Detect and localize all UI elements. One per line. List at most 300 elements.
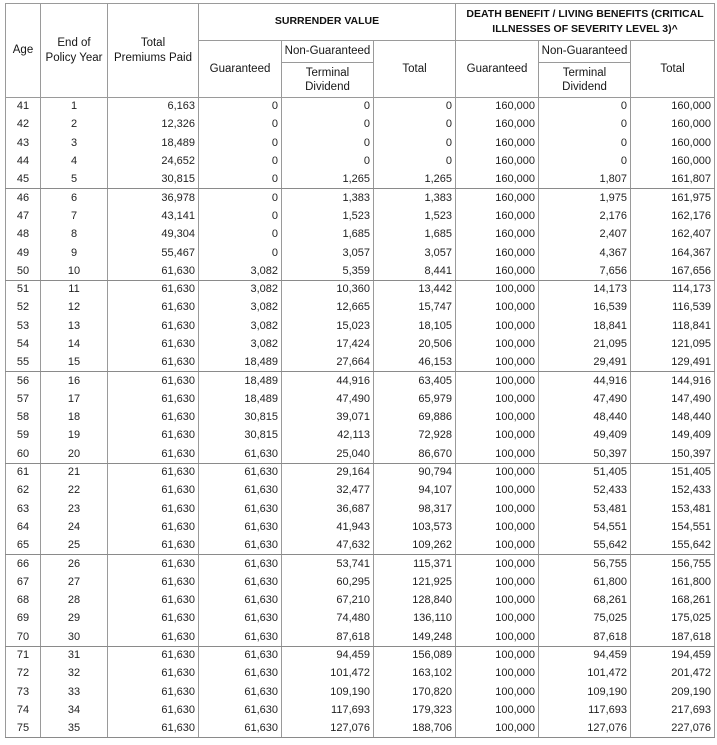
cell-surrender-guaranteed: 61,630: [199, 463, 282, 481]
table-row: [6, 299, 715, 317]
cell-surrender-guaranteed: 0: [199, 152, 282, 170]
cell-total-premiums-paid: 61,630: [108, 445, 199, 463]
cell-surrender-guaranteed: 61,630: [199, 665, 282, 683]
cell-surrender-total: 188,706: [374, 720, 456, 738]
cell-surrender-guaranteed: 61,630: [199, 555, 282, 573]
cell-surrender-guaranteed: 61,630: [199, 646, 282, 664]
cell-age: 65: [6, 537, 41, 555]
cell-death-benefit-terminal-dividend: 75,025: [539, 610, 631, 628]
table-row: [6, 610, 715, 628]
cell-age: 69: [6, 610, 41, 628]
cell-surrender-guaranteed: 0: [199, 98, 282, 116]
cell-end-of-policy-year: 18: [41, 409, 108, 427]
cell-death-benefit-terminal-dividend: 55,642: [539, 537, 631, 555]
cell-death-benefit-total: 154,551: [631, 518, 715, 536]
cell-death-benefit-guaranteed: 160,000: [456, 189, 539, 207]
cell-total-premiums-paid: 61,630: [108, 427, 199, 445]
cell-surrender-guaranteed: 61,630: [199, 573, 282, 591]
cell-death-benefit-total: 161,975: [631, 189, 715, 207]
cell-total-premiums-paid: 12,326: [108, 116, 199, 134]
cell-surrender-terminal-dividend: 39,071: [282, 409, 374, 427]
cell-age: 72: [6, 665, 41, 683]
cell-age: 56: [6, 372, 41, 390]
cell-total-premiums-paid: 24,652: [108, 152, 199, 170]
cell-death-benefit-total: 194,459: [631, 646, 715, 664]
cell-total-premiums-paid: 61,630: [108, 555, 199, 573]
cell-death-benefit-total: 160,000: [631, 134, 715, 152]
header-death-benefit-non-guaranteed: Non-Guaranteed: [539, 41, 631, 63]
cell-total-premiums-paid: 61,630: [108, 409, 199, 427]
cell-death-benefit-terminal-dividend: 29,491: [539, 354, 631, 372]
cell-death-benefit-total: 160,000: [631, 152, 715, 170]
table-row: [6, 171, 715, 189]
table-row: [6, 646, 715, 664]
cell-total-premiums-paid: 61,630: [108, 610, 199, 628]
cell-end-of-policy-year: 19: [41, 427, 108, 445]
cell-surrender-terminal-dividend: 60,295: [282, 573, 374, 591]
cell-surrender-terminal-dividend: 127,076: [282, 720, 374, 738]
cell-surrender-guaranteed: 61,630: [199, 518, 282, 536]
cell-surrender-total: 179,323: [374, 701, 456, 719]
header-death-benefit-total: Total: [631, 41, 715, 98]
cell-age: 67: [6, 573, 41, 591]
cell-death-benefit-total: 121,095: [631, 335, 715, 353]
cell-death-benefit-total: 160,000: [631, 116, 715, 134]
cell-surrender-terminal-dividend: 47,490: [282, 390, 374, 408]
cell-age: 62: [6, 482, 41, 500]
cell-total-premiums-paid: 61,630: [108, 646, 199, 664]
cell-surrender-total: 109,262: [374, 537, 456, 555]
cell-surrender-total: 136,110: [374, 610, 456, 628]
cell-death-benefit-terminal-dividend: 53,481: [539, 500, 631, 518]
table-row: [6, 537, 715, 555]
cell-death-benefit-total: 149,409: [631, 427, 715, 445]
cell-age: 71: [6, 646, 41, 664]
cell-death-benefit-terminal-dividend: 127,076: [539, 720, 631, 738]
cell-surrender-terminal-dividend: 1,265: [282, 171, 374, 189]
cell-end-of-policy-year: 33: [41, 683, 108, 701]
cell-total-premiums-paid: 61,630: [108, 335, 199, 353]
cell-surrender-total: 8,441: [374, 262, 456, 280]
cell-age: 49: [6, 244, 41, 262]
cell-age: 75: [6, 720, 41, 738]
table-row: [6, 683, 715, 701]
cell-death-benefit-terminal-dividend: 16,539: [539, 299, 631, 317]
cell-surrender-total: 69,886: [374, 409, 456, 427]
cell-surrender-terminal-dividend: 1,523: [282, 207, 374, 225]
cell-death-benefit-total: 187,618: [631, 628, 715, 646]
table-row: [6, 189, 715, 207]
cell-surrender-total: 72,928: [374, 427, 456, 445]
cell-death-benefit-terminal-dividend: 48,440: [539, 409, 631, 427]
cell-surrender-total: 170,820: [374, 683, 456, 701]
cell-death-benefit-total: 162,407: [631, 226, 715, 244]
cell-total-premiums-paid: 55,467: [108, 244, 199, 262]
cell-death-benefit-terminal-dividend: 50,397: [539, 445, 631, 463]
cell-death-benefit-terminal-dividend: 68,261: [539, 592, 631, 610]
cell-age: 47: [6, 207, 41, 225]
header-age: Age: [6, 4, 41, 98]
cell-total-premiums-paid: 36,978: [108, 189, 199, 207]
cell-surrender-guaranteed: 18,489: [199, 354, 282, 372]
cell-surrender-total: 0: [374, 152, 456, 170]
cell-death-benefit-terminal-dividend: 18,841: [539, 317, 631, 335]
cell-surrender-guaranteed: 3,082: [199, 299, 282, 317]
cell-surrender-guaranteed: 61,630: [199, 628, 282, 646]
cell-age: 45: [6, 171, 41, 189]
cell-death-benefit-guaranteed: 100,000: [456, 573, 539, 591]
cell-surrender-terminal-dividend: 3,057: [282, 244, 374, 262]
table-row: [6, 262, 715, 280]
cell-death-benefit-guaranteed: 100,000: [456, 665, 539, 683]
cell-surrender-total: 86,670: [374, 445, 456, 463]
cell-death-benefit-total: 227,076: [631, 720, 715, 738]
cell-total-premiums-paid: 61,630: [108, 683, 199, 701]
cell-surrender-terminal-dividend: 42,113: [282, 427, 374, 445]
cell-total-premiums-paid: 61,630: [108, 354, 199, 372]
cell-surrender-terminal-dividend: 5,359: [282, 262, 374, 280]
cell-death-benefit-guaranteed: 100,000: [456, 354, 539, 372]
table-header: [6, 4, 715, 98]
cell-age: 55: [6, 354, 41, 372]
cell-death-benefit-total: 161,807: [631, 171, 715, 189]
cell-surrender-terminal-dividend: 0: [282, 98, 374, 116]
table-row: [6, 335, 715, 353]
cell-total-premiums-paid: 61,630: [108, 280, 199, 298]
cell-total-premiums-paid: 61,630: [108, 390, 199, 408]
cell-surrender-terminal-dividend: 94,459: [282, 646, 374, 664]
cell-age: 41: [6, 98, 41, 116]
cell-end-of-policy-year: 3: [41, 134, 108, 152]
cell-death-benefit-terminal-dividend: 4,367: [539, 244, 631, 262]
table-row: [6, 445, 715, 463]
cell-surrender-total: 0: [374, 116, 456, 134]
cell-surrender-total: 121,925: [374, 573, 456, 591]
cell-death-benefit-total: 118,841: [631, 317, 715, 335]
cell-death-benefit-terminal-dividend: 61,800: [539, 573, 631, 591]
cell-surrender-total: 20,506: [374, 335, 456, 353]
cell-death-benefit-total: 217,693: [631, 701, 715, 719]
cell-death-benefit-terminal-dividend: 56,755: [539, 555, 631, 573]
table-row: [6, 390, 715, 408]
cell-total-premiums-paid: 61,630: [108, 482, 199, 500]
header-total-premiums-paid: Total Premiums Paid: [108, 4, 199, 98]
cell-surrender-total: 1,523: [374, 207, 456, 225]
cell-surrender-guaranteed: 0: [199, 244, 282, 262]
cell-surrender-guaranteed: 30,815: [199, 427, 282, 445]
cell-death-benefit-terminal-dividend: 47,490: [539, 390, 631, 408]
cell-death-benefit-guaranteed: 100,000: [456, 299, 539, 317]
cell-end-of-policy-year: 20: [41, 445, 108, 463]
cell-surrender-total: 13,442: [374, 280, 456, 298]
cell-age: 57: [6, 390, 41, 408]
table-row: [6, 555, 715, 573]
table-row: [6, 317, 715, 335]
table-row: [6, 665, 715, 683]
table-row: [6, 116, 715, 134]
cell-surrender-total: 65,979: [374, 390, 456, 408]
cell-total-premiums-paid: 61,630: [108, 500, 199, 518]
cell-death-benefit-guaranteed: 100,000: [456, 720, 539, 738]
cell-death-benefit-total: 129,491: [631, 354, 715, 372]
cell-total-premiums-paid: 61,630: [108, 518, 199, 536]
cell-surrender-total: 98,317: [374, 500, 456, 518]
cell-surrender-terminal-dividend: 25,040: [282, 445, 374, 463]
cell-death-benefit-guaranteed: 100,000: [456, 701, 539, 719]
cell-death-benefit-total: 148,440: [631, 409, 715, 427]
header-death-benefit-terminal-dividend: Terminal Dividend: [539, 63, 631, 98]
cell-death-benefit-guaranteed: 160,000: [456, 226, 539, 244]
cell-surrender-total: 0: [374, 134, 456, 152]
cell-surrender-terminal-dividend: 36,687: [282, 500, 374, 518]
cell-surrender-terminal-dividend: 15,023: [282, 317, 374, 335]
cell-age: 54: [6, 335, 41, 353]
cell-end-of-policy-year: 27: [41, 573, 108, 591]
cell-end-of-policy-year: 31: [41, 646, 108, 664]
cell-end-of-policy-year: 21: [41, 463, 108, 481]
cell-death-benefit-total: 175,025: [631, 610, 715, 628]
header-surrender-total: Total: [374, 41, 456, 98]
cell-surrender-guaranteed: 0: [199, 134, 282, 152]
cell-age: 61: [6, 463, 41, 481]
cell-surrender-terminal-dividend: 101,472: [282, 665, 374, 683]
cell-surrender-terminal-dividend: 87,618: [282, 628, 374, 646]
cell-death-benefit-guaranteed: 100,000: [456, 317, 539, 335]
cell-death-benefit-total: 150,397: [631, 445, 715, 463]
table-row: [6, 226, 715, 244]
cell-surrender-terminal-dividend: 32,477: [282, 482, 374, 500]
cell-death-benefit-terminal-dividend: 0: [539, 152, 631, 170]
cell-end-of-policy-year: 1: [41, 98, 108, 116]
cell-surrender-terminal-dividend: 41,943: [282, 518, 374, 536]
cell-death-benefit-terminal-dividend: 2,176: [539, 207, 631, 225]
cell-death-benefit-terminal-dividend: 49,409: [539, 427, 631, 445]
cell-death-benefit-terminal-dividend: 14,173: [539, 280, 631, 298]
cell-age: 52: [6, 299, 41, 317]
cell-surrender-guaranteed: 61,630: [199, 500, 282, 518]
table-row: [6, 134, 715, 152]
cell-death-benefit-total: 152,433: [631, 482, 715, 500]
cell-surrender-total: 103,573: [374, 518, 456, 536]
cell-surrender-guaranteed: 0: [199, 116, 282, 134]
cell-total-premiums-paid: 61,630: [108, 665, 199, 683]
cell-surrender-terminal-dividend: 1,685: [282, 226, 374, 244]
cell-surrender-guaranteed: 18,489: [199, 372, 282, 390]
cell-death-benefit-total: 164,367: [631, 244, 715, 262]
cell-death-benefit-guaranteed: 160,000: [456, 98, 539, 116]
cell-surrender-total: 0: [374, 98, 456, 116]
table-row: [6, 628, 715, 646]
table-row: [6, 280, 715, 298]
cell-death-benefit-guaranteed: 160,000: [456, 244, 539, 262]
cell-surrender-guaranteed: 30,815: [199, 409, 282, 427]
cell-surrender-guaranteed: 61,630: [199, 537, 282, 555]
cell-death-benefit-terminal-dividend: 44,916: [539, 372, 631, 390]
table-row: [6, 573, 715, 591]
cell-total-premiums-paid: 61,630: [108, 720, 199, 738]
cell-death-benefit-guaranteed: 100,000: [456, 683, 539, 701]
cell-death-benefit-total: 144,916: [631, 372, 715, 390]
cell-surrender-terminal-dividend: 12,665: [282, 299, 374, 317]
cell-surrender-guaranteed: 61,630: [199, 720, 282, 738]
cell-end-of-policy-year: 23: [41, 500, 108, 518]
cell-end-of-policy-year: 4: [41, 152, 108, 170]
cell-end-of-policy-year: 25: [41, 537, 108, 555]
cell-end-of-policy-year: 11: [41, 280, 108, 298]
cell-surrender-total: 90,794: [374, 463, 456, 481]
table-row: [6, 720, 715, 738]
cell-death-benefit-terminal-dividend: 21,095: [539, 335, 631, 353]
cell-surrender-terminal-dividend: 0: [282, 116, 374, 134]
header-surrender-terminal-dividend: Terminal Dividend: [282, 63, 374, 98]
cell-surrender-guaranteed: 18,489: [199, 390, 282, 408]
cell-surrender-total: 156,089: [374, 646, 456, 664]
cell-death-benefit-guaranteed: 100,000: [456, 628, 539, 646]
cell-surrender-total: 63,405: [374, 372, 456, 390]
cell-age: 63: [6, 500, 41, 518]
cell-age: 64: [6, 518, 41, 536]
cell-age: 70: [6, 628, 41, 646]
table-body: [6, 98, 715, 738]
cell-total-premiums-paid: 61,630: [108, 628, 199, 646]
cell-total-premiums-paid: 61,630: [108, 573, 199, 591]
cell-surrender-guaranteed: 3,082: [199, 335, 282, 353]
cell-end-of-policy-year: 30: [41, 628, 108, 646]
cell-surrender-guaranteed: 61,630: [199, 683, 282, 701]
cell-death-benefit-terminal-dividend: 54,551: [539, 518, 631, 536]
cell-age: 43: [6, 134, 41, 152]
table-row: [6, 701, 715, 719]
cell-death-benefit-total: 114,173: [631, 280, 715, 298]
cell-total-premiums-paid: 61,630: [108, 317, 199, 335]
table-row: [6, 354, 715, 372]
cell-end-of-policy-year: 12: [41, 299, 108, 317]
cell-death-benefit-total: 155,642: [631, 537, 715, 555]
cell-surrender-guaranteed: 61,630: [199, 592, 282, 610]
cell-total-premiums-paid: 30,815: [108, 171, 199, 189]
cell-death-benefit-terminal-dividend: 87,618: [539, 628, 631, 646]
table-row: [6, 244, 715, 262]
cell-surrender-terminal-dividend: 109,190: [282, 683, 374, 701]
cell-death-benefit-total: 151,405: [631, 463, 715, 481]
cell-death-benefit-total: 161,800: [631, 573, 715, 591]
cell-surrender-guaranteed: 61,630: [199, 482, 282, 500]
cell-death-benefit-terminal-dividend: 0: [539, 116, 631, 134]
cell-end-of-policy-year: 9: [41, 244, 108, 262]
cell-end-of-policy-year: 13: [41, 317, 108, 335]
cell-end-of-policy-year: 14: [41, 335, 108, 353]
cell-end-of-policy-year: 32: [41, 665, 108, 683]
benefit-illustration-table: [5, 3, 715, 738]
table-row: [6, 500, 715, 518]
cell-surrender-guaranteed: 3,082: [199, 262, 282, 280]
cell-surrender-total: 163,102: [374, 665, 456, 683]
cell-end-of-policy-year: 5: [41, 171, 108, 189]
cell-age: 48: [6, 226, 41, 244]
cell-end-of-policy-year: 35: [41, 720, 108, 738]
cell-surrender-guaranteed: 0: [199, 189, 282, 207]
cell-surrender-total: 1,383: [374, 189, 456, 207]
cell-total-premiums-paid: 61,630: [108, 701, 199, 719]
cell-death-benefit-terminal-dividend: 52,433: [539, 482, 631, 500]
cell-surrender-terminal-dividend: 67,210: [282, 592, 374, 610]
cell-surrender-total: 1,685: [374, 226, 456, 244]
header-death-benefit-guaranteed: Guaranteed: [456, 41, 539, 98]
cell-death-benefit-guaranteed: 100,000: [456, 610, 539, 628]
cell-total-premiums-paid: 6,163: [108, 98, 199, 116]
cell-death-benefit-total: 160,000: [631, 98, 715, 116]
cell-death-benefit-guaranteed: 160,000: [456, 207, 539, 225]
cell-age: 66: [6, 555, 41, 573]
cell-age: 68: [6, 592, 41, 610]
header-death-benefit: DEATH BENEFIT / LIVING BENEFITS (CRITICAL ILLNESSES OF SEVERITY LEVEL 3)^: [456, 4, 715, 41]
table-row: [6, 152, 715, 170]
cell-end-of-policy-year: 29: [41, 610, 108, 628]
cell-surrender-guaranteed: 61,630: [199, 445, 282, 463]
cell-total-premiums-paid: 61,630: [108, 463, 199, 481]
cell-death-benefit-guaranteed: 160,000: [456, 171, 539, 189]
cell-death-benefit-guaranteed: 100,000: [456, 463, 539, 481]
cell-death-benefit-terminal-dividend: 109,190: [539, 683, 631, 701]
table-row: [6, 207, 715, 225]
cell-death-benefit-guaranteed: 100,000: [456, 335, 539, 353]
cell-death-benefit-guaranteed: 160,000: [456, 152, 539, 170]
cell-death-benefit-total: 147,490: [631, 390, 715, 408]
cell-death-benefit-guaranteed: 100,000: [456, 646, 539, 664]
cell-age: 74: [6, 701, 41, 719]
table-row: [6, 482, 715, 500]
cell-death-benefit-terminal-dividend: 1,807: [539, 171, 631, 189]
cell-end-of-policy-year: 17: [41, 390, 108, 408]
cell-death-benefit-terminal-dividend: 117,693: [539, 701, 631, 719]
cell-end-of-policy-year: 16: [41, 372, 108, 390]
cell-total-premiums-paid: 43,141: [108, 207, 199, 225]
cell-death-benefit-guaranteed: 100,000: [456, 518, 539, 536]
cell-death-benefit-terminal-dividend: 0: [539, 98, 631, 116]
table-row: [6, 463, 715, 481]
table-row: [6, 427, 715, 445]
cell-age: 42: [6, 116, 41, 134]
cell-death-benefit-guaranteed: 100,000: [456, 427, 539, 445]
cell-end-of-policy-year: 24: [41, 518, 108, 536]
cell-surrender-total: 46,153: [374, 354, 456, 372]
cell-age: 51: [6, 280, 41, 298]
cell-death-benefit-guaranteed: 100,000: [456, 390, 539, 408]
cell-death-benefit-guaranteed: 160,000: [456, 262, 539, 280]
cell-surrender-total: 115,371: [374, 555, 456, 573]
cell-end-of-policy-year: 6: [41, 189, 108, 207]
cell-surrender-terminal-dividend: 27,664: [282, 354, 374, 372]
cell-death-benefit-terminal-dividend: 101,472: [539, 665, 631, 683]
cell-death-benefit-guaranteed: 160,000: [456, 116, 539, 134]
cell-surrender-terminal-dividend: 10,360: [282, 280, 374, 298]
cell-death-benefit-guaranteed: 100,000: [456, 482, 539, 500]
cell-death-benefit-total: 156,755: [631, 555, 715, 573]
cell-death-benefit-guaranteed: 100,000: [456, 592, 539, 610]
cell-age: 53: [6, 317, 41, 335]
cell-surrender-total: 128,840: [374, 592, 456, 610]
cell-surrender-terminal-dividend: 29,164: [282, 463, 374, 481]
cell-total-premiums-paid: 61,630: [108, 537, 199, 555]
cell-total-premiums-paid: 61,630: [108, 299, 199, 317]
cell-death-benefit-total: 116,539: [631, 299, 715, 317]
cell-total-premiums-paid: 61,630: [108, 262, 199, 280]
cell-age: 58: [6, 409, 41, 427]
cell-surrender-terminal-dividend: 74,480: [282, 610, 374, 628]
cell-surrender-total: 94,107: [374, 482, 456, 500]
header-surrender-value: SURRENDER VALUE: [199, 4, 456, 41]
cell-death-benefit-total: 153,481: [631, 500, 715, 518]
